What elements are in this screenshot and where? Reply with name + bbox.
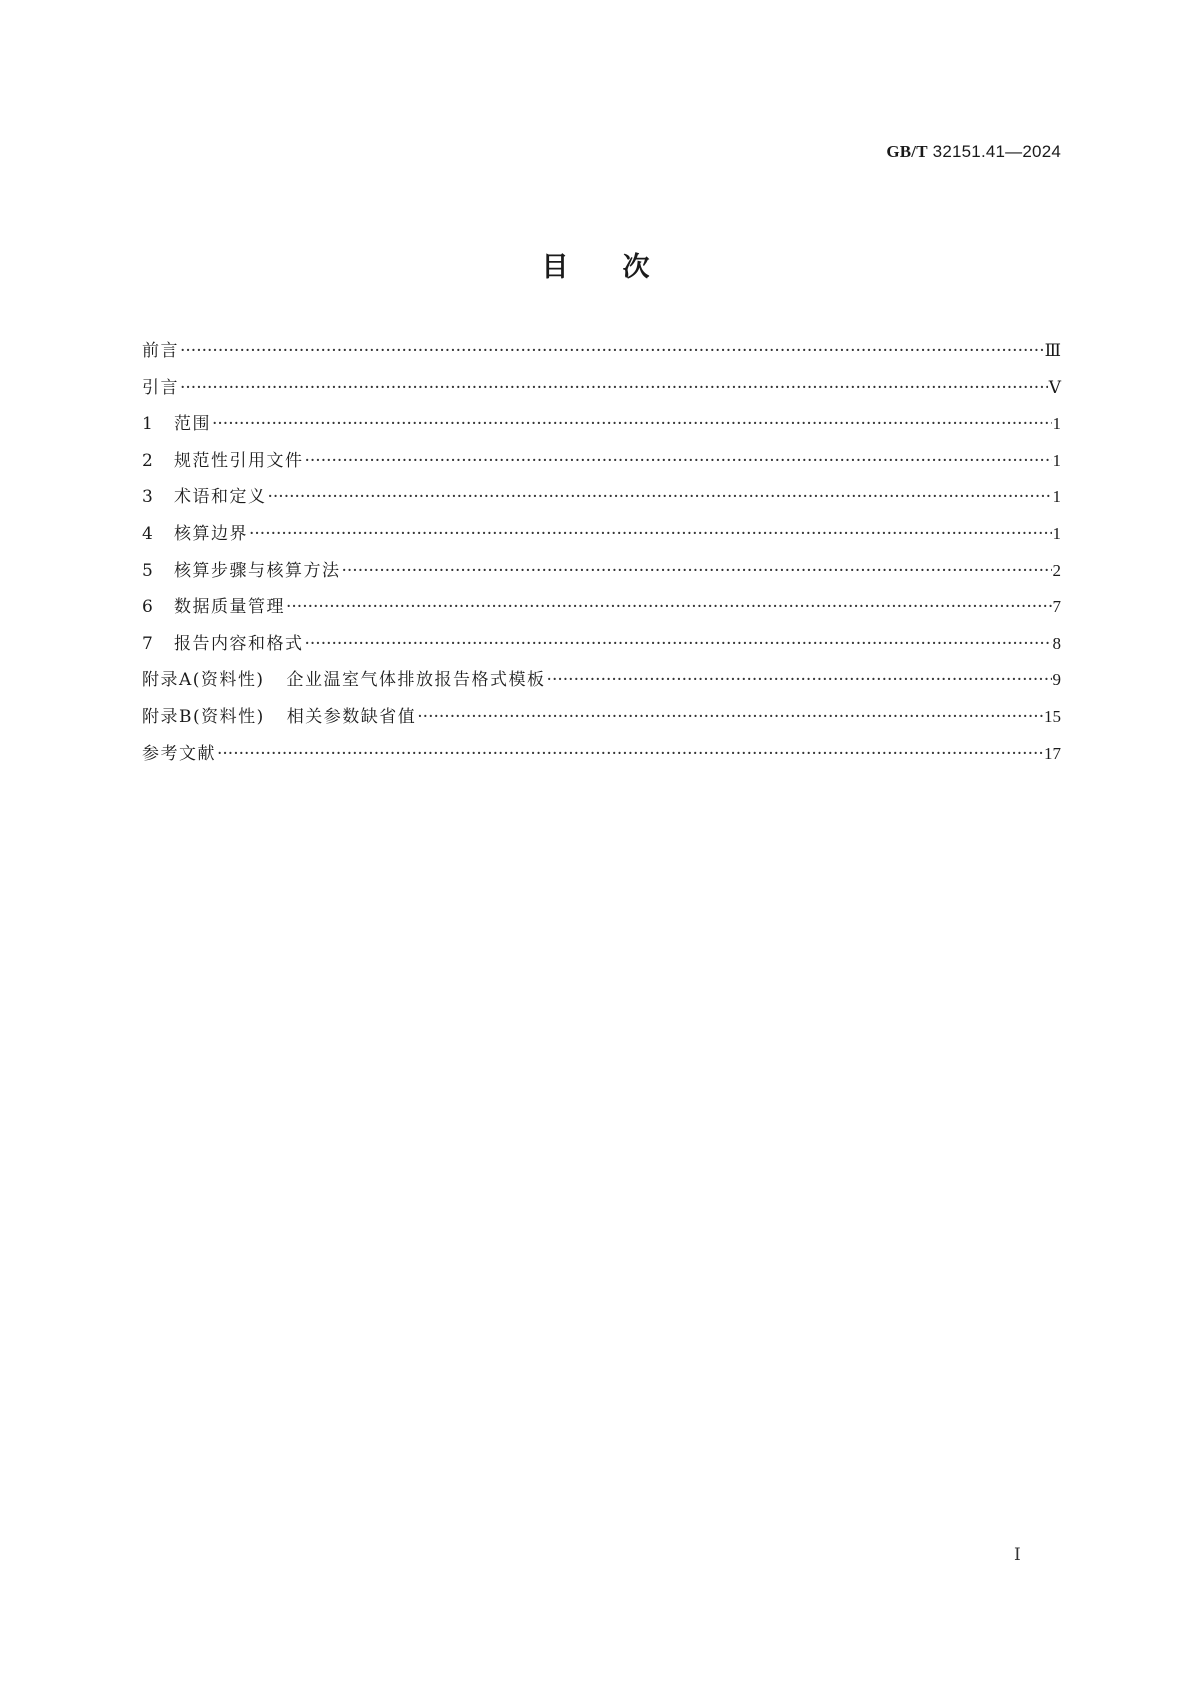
toc-entry-page: 9 — [1052, 670, 1061, 690]
toc-entry-page: 2 — [1052, 560, 1061, 580]
standard-number — [886, 142, 1061, 162]
toc-dot-leader — [249, 524, 1052, 544]
toc-annex-title: 企业温室气体排放报告格式模板 — [286, 670, 546, 691]
page-number: Ⅰ — [1014, 1545, 1021, 1564]
toc-dot-leader — [268, 487, 1052, 507]
toc-entry-label: 核算边界 — [174, 523, 248, 544]
toc-entry-page: Ⅲ — [1044, 341, 1061, 360]
toc-entry-page: 8 — [1052, 633, 1061, 653]
toc-entry-normative-references[interactable] — [142, 446, 1061, 483]
toc-entry-number: 3 — [142, 487, 155, 508]
toc-dot-leader — [212, 414, 1052, 434]
toc-entry-accounting-boundary[interactable] — [142, 519, 1061, 556]
toc-entry-number: 5 — [142, 560, 155, 581]
toc-entry-foreword[interactable] — [142, 336, 1061, 373]
toc-entry-number: 4 — [142, 523, 155, 544]
toc-dot-leader — [305, 634, 1052, 654]
toc-entry-terms-definitions[interactable] — [142, 482, 1061, 519]
toc-dot-leader — [547, 670, 1052, 690]
toc-entry-number: 1 — [142, 414, 155, 435]
standard-prefix: GB/T — [886, 142, 928, 161]
toc-entry-bibliography[interactable] — [142, 739, 1061, 776]
toc-entry-label: 范围 — [174, 414, 211, 435]
toc-entry-data-quality[interactable] — [142, 592, 1061, 629]
toc-entry-label: 规范性引用文件 — [174, 450, 304, 471]
toc-entry-label: 核算步骤与核算方法 — [174, 560, 341, 581]
toc-annex-designation: 附录B(资料性) — [142, 706, 265, 727]
toc-entry-number: 2 — [142, 450, 155, 471]
table-of-contents — [142, 336, 1061, 775]
toc-entry-page: 17 — [1044, 743, 1061, 763]
toc-entry-page: Ⅴ — [1048, 377, 1061, 397]
standard-code: 32151.41—2024 — [927, 142, 1061, 161]
toc-entry-page: 1 — [1052, 487, 1061, 507]
toc-dot-leader — [417, 707, 1043, 727]
toc-entry-label: 引言 — [142, 377, 179, 398]
toc-entry-number: 7 — [142, 633, 155, 654]
toc-entry-label — [142, 702, 416, 727]
toc-annex-designation: 附录A(资料性) — [142, 670, 265, 691]
toc-entry-label — [142, 665, 546, 690]
toc-entry-annex-a[interactable] — [142, 665, 1061, 702]
toc-entry-number: 6 — [142, 597, 155, 618]
toc-entry-label: 数据质量管理 — [174, 597, 285, 618]
toc-entry-annex-b[interactable] — [142, 702, 1061, 739]
page-title: 目次 — [541, 252, 704, 283]
toc-entry-page: 1 — [1052, 450, 1061, 470]
toc-entry-page: 15 — [1044, 706, 1061, 726]
toc-entry-page: 7 — [1052, 597, 1061, 617]
toc-dot-leader — [286, 597, 1052, 617]
toc-dot-leader — [180, 378, 1048, 398]
toc-annex-title: 相关参数缺省值 — [286, 706, 417, 727]
toc-entry-label: 参考文献 — [142, 743, 216, 764]
toc-dot-leader — [342, 561, 1052, 581]
toc-entry-scope[interactable] — [142, 409, 1061, 446]
toc-entry-label: 报告内容和格式 — [174, 633, 304, 654]
toc-entry-accounting-methods[interactable] — [142, 556, 1061, 593]
toc-entry-page: 1 — [1052, 414, 1061, 434]
toc-entry-label: 前言 — [142, 341, 179, 361]
toc-entry-page: 1 — [1052, 523, 1061, 543]
toc-dot-leader — [217, 744, 1043, 764]
toc-entry-introduction[interactable] — [142, 373, 1061, 410]
toc-dot-leader — [305, 451, 1052, 471]
toc-entry-report-format[interactable] — [142, 629, 1061, 666]
toc-dot-leader — [180, 341, 1044, 361]
toc-entry-label: 术语和定义 — [174, 487, 267, 508]
